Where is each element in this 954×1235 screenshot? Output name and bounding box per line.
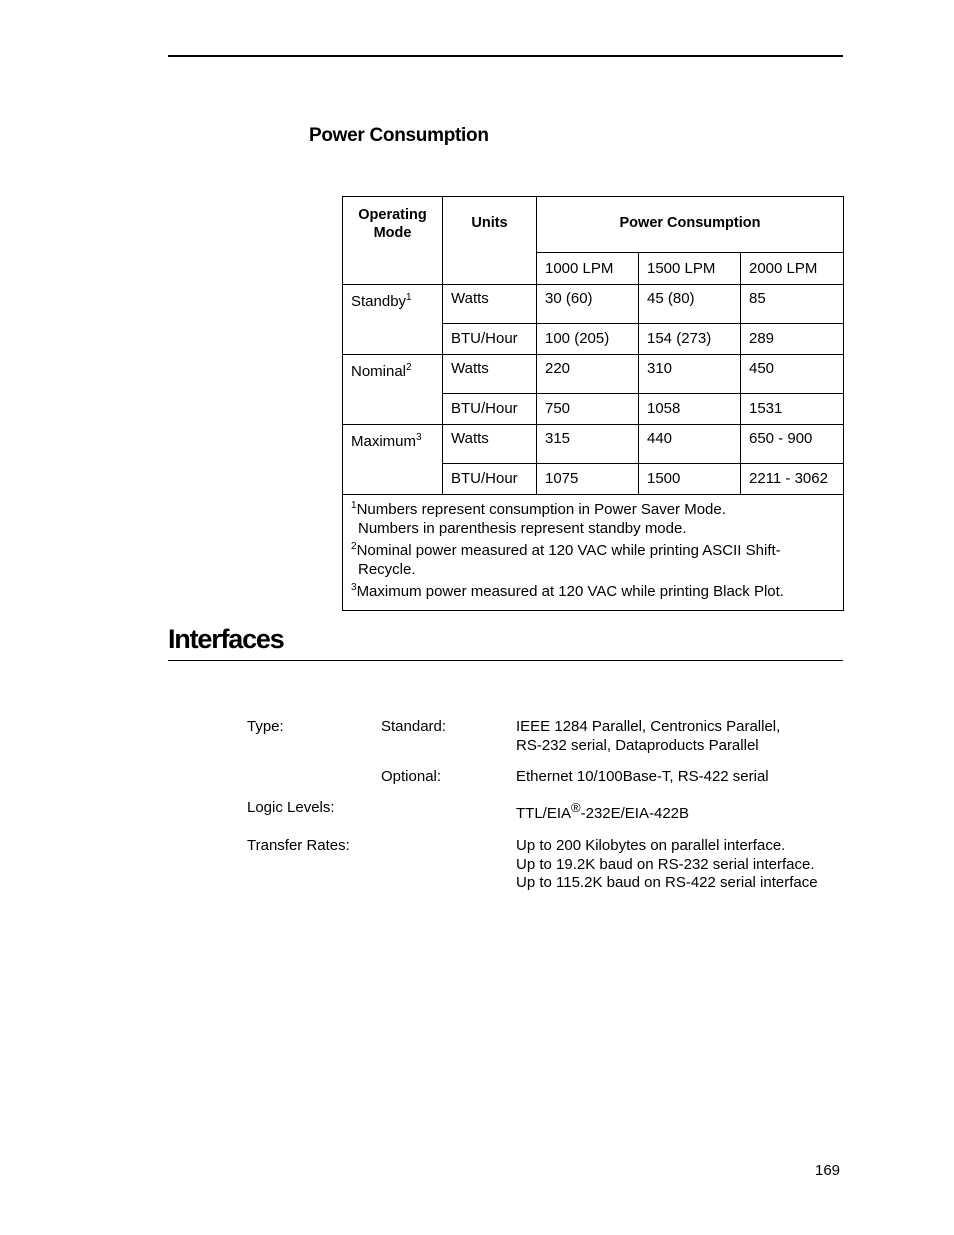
footnote-1: $^1$Numbers represent consumption in Power Saver Mode.: [351, 500, 726, 518]
footnote-1-continued: Numbers in parenthesis represent standby mode.: [358, 519, 687, 537]
value-cell: 289: [741, 324, 844, 355]
transfer-rates-label: Transfer Rates:: [247, 837, 350, 854]
table-header-row: [343, 197, 844, 253]
optional-label: Optional:: [381, 768, 442, 785]
value-cell: 440: [639, 425, 741, 464]
header-power-consumption: Power Consumption: [537, 197, 844, 253]
table-notes-row: [343, 495, 844, 611]
units-cell: BTU/Hour: [443, 324, 537, 355]
footnote-3: $^3$Maximum power measured at 120 VAC while printing Black Plot.: [351, 582, 784, 600]
value-cell: 1531: [741, 394, 844, 425]
transfer-rate-line: Up to 200 Kilobytes on parallel interface.: [516, 837, 786, 854]
power-consumption-table: [342, 196, 844, 611]
standard-value-line: IEEE 1284 Parallel, Centronics Parallel,: [516, 718, 781, 735]
transfer-rates-value: [516, 837, 818, 893]
table-row: [343, 425, 844, 464]
value-cell: 650 - 900: [741, 425, 844, 464]
footnote-2-continued: Recycle.: [358, 560, 416, 578]
standard-value-line: RS-232 serial, Dataproducts Parallel: [516, 736, 759, 754]
mode-standby: Standby$^1$: [343, 285, 443, 355]
value-cell: 30 (60): [537, 285, 639, 324]
page-number: 169: [815, 1162, 841, 1179]
value-cell: 154 (273): [639, 324, 741, 355]
header-operating-mode: Operating Mode: [343, 197, 443, 285]
table-footnotes: [343, 495, 844, 611]
standard-value: [516, 718, 780, 755]
value-cell: 310: [639, 355, 741, 394]
transfer-rate-line: Up to 19.2K baud on RS-232 serial interface.: [516, 855, 815, 873]
interfaces-rule: [168, 660, 843, 661]
value-cell: 2211 - 3062: [741, 464, 844, 495]
value-cell: 1075: [537, 464, 639, 495]
header-1000-lpm: 1000 LPM: [537, 253, 639, 285]
logic-levels-label: Logic Levels:: [247, 799, 335, 816]
header-1500-lpm: 1500 LPM: [639, 253, 741, 285]
units-cell: Watts: [443, 355, 537, 394]
type-label: Type:: [247, 718, 284, 735]
mode-nominal: Nominal$^2$: [343, 355, 443, 425]
power-consumption-heading: Power Consumption: [309, 125, 489, 146]
value-cell: 1058: [639, 394, 741, 425]
optional-value: Ethernet 10/100Base-T, RS-422 serial: [516, 768, 769, 785]
units-cell: Watts: [443, 425, 537, 464]
value-cell: 315: [537, 425, 639, 464]
standard-label: Standard:: [381, 718, 447, 735]
value-cell: 45 (80): [639, 285, 741, 324]
table-row: [343, 285, 844, 324]
units-cell: Watts: [443, 285, 537, 324]
units-cell: BTU/Hour: [443, 394, 537, 425]
mode-maximum: Maximum$^3$: [343, 425, 443, 495]
value-cell: 450: [741, 355, 844, 394]
table-row: [343, 355, 844, 394]
top-rule: [168, 55, 843, 57]
value-cell: 85: [741, 285, 844, 324]
value-cell: 750: [537, 394, 639, 425]
units-cell: BTU/Hour: [443, 464, 537, 495]
logic-levels-value: TTL/EIA®-232E/EIA-422B: [516, 800, 690, 822]
interfaces-heading: Interfaces: [168, 624, 284, 654]
footnote-2: $^2$Nominal power measured at 120 VAC while printing ASCII Shift-: [351, 541, 781, 559]
transfer-rate-line: Up to 115.2K baud on RS-422 serial interface: [516, 874, 818, 891]
value-cell: 100 (205): [537, 324, 639, 355]
value-cell: 220: [537, 355, 639, 394]
header-units: Units: [443, 197, 537, 285]
value-cell: 1500: [639, 464, 741, 495]
header-2000-lpm: 2000 LPM: [741, 253, 844, 285]
